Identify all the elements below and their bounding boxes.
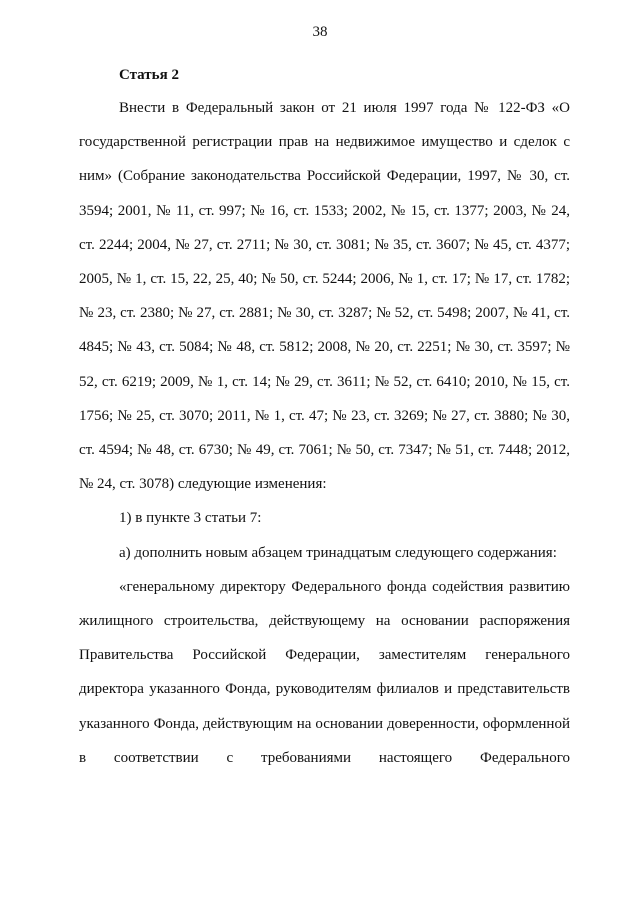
intro-paragraph: Внести в Федеральный закон от 21 июля 1997 года № 122-ФЗ «О государственной регистрации прав на недвижимое имущество и сделок с ним» (Собрание законодательства Российской Федерации, 1997, № 30, ст. 3594; 2001, № 11, ст. 997; № 16, ст. 1533; 2002, № 15, ст. 1377; 2003, № 24, ст. 2244; 2004, № 27, ст. 2711; № 30, ст. 3081; № 35, ст. 3607; № 45, ст. 4377; 2005, № 1, ст. 15, 22, 25, 40; № 50, ст. 5244; 2006, № 1, ст. 17; № 17, ст. 1782; № 23, ст. 2380; № 27, ст. 2881; № 30, ст. 3287; № 52, ст. 5498; 2007, № 41, ст. 4845; № 43, ст. 5084; № 48, ст. 5812; 2008, № 20, ст. 2251; № 30, ст. 3597; № 52, ст. 6219; 2009, № 1, ст. 14; № 29, ст. 3611; № 52, ст. 6410; 2010, № 15, ст. 1756; № 25, ст. 3070; 2011, № 1, ст. 47; № 23, ст. 3269; № 27, ст. 3880; № 30, ст. 4594; № 48, ст. 6730; № 49, ст. 7061; № 50, ст. 7347; № 51, ст. 7448; 2012, № 24, ст. 3078) следующие изменения:: [79, 100, 570, 493]
subitem-a-paragraph: а) дополнить новым абзацем тринадцатым следующего содержания:: [119, 544, 557, 561]
article-heading: Статья 2: [119, 67, 179, 83]
page-number: 38: [312, 24, 328, 40]
item-1-paragraph: 1) в пункте 3 статьи 7:: [119, 510, 262, 527]
quoted-amendment-paragraph: «генеральному директору Федерального фонда содействия развитию жилищного строительства, действующему на основании распоряжения Правительства Российской Федерации, заместителям генерального директора указанного Фонда, руководителям филиалов и представительств указанного Фонда, действующим на основании доверенности, оформленной в соответствии с требованиями настоящего Федерального: [79, 578, 570, 766]
document-body: [79, 91, 570, 775]
